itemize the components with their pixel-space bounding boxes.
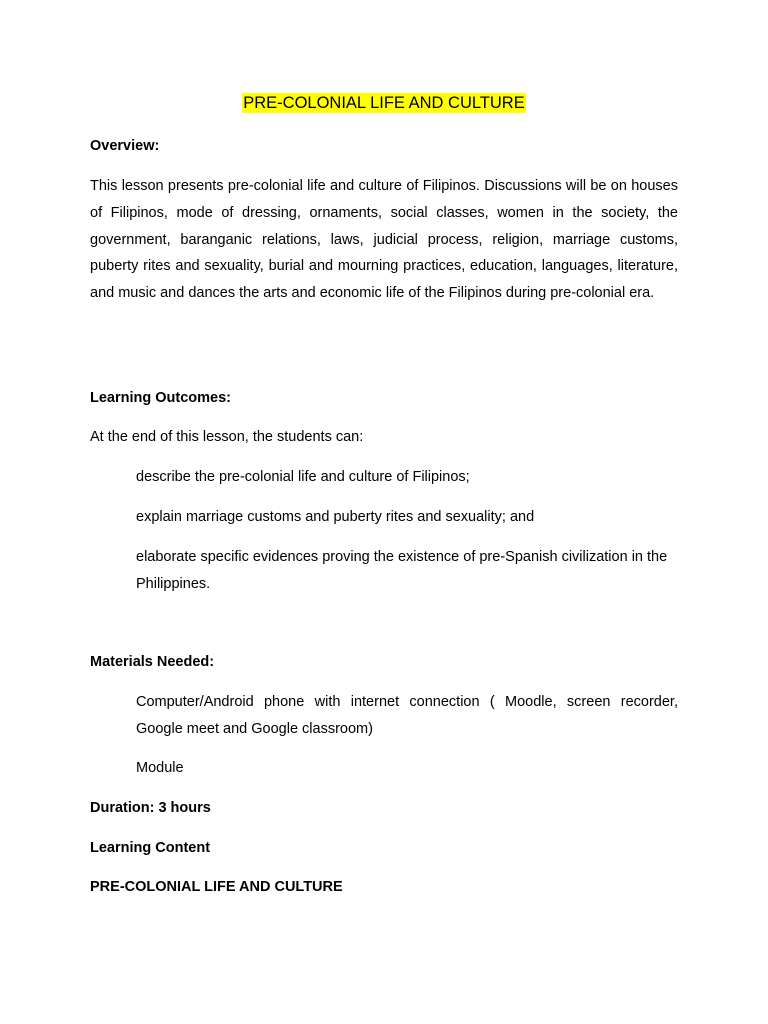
learning-outcome-item: elaborate specific evidences proving the existence of pre-Spanish civilization in the Philippines. — [136, 549, 668, 592]
overview-body: This lesson presents pre-colonial life and culture of Filipinos. Discussions will be on houses of Filipinos, mode of dressing, ornaments, social classes, women in the society, the government, baranganic relations, laws, judicial process, religion, marriage customs, puberty rites and sexuality, burial and mourning practices, education, languages, literature, and music and dances the arts and economic life of the Filipinos during pre-colonial era. — [90, 178, 678, 302]
section-title: PRE-COLONIAL LIFE AND CULTURE — [90, 879, 343, 895]
title-container — [0, 92, 768, 114]
learning-outcomes-heading: Learning Outcomes: — [90, 390, 231, 406]
learning-outcome-item: describe the pre-colonial life and culture of Filipinos; — [136, 469, 470, 485]
overview-heading: Overview: — [90, 138, 160, 154]
document-title: PRE-COLONIAL LIFE AND CULTURE — [243, 94, 525, 112]
learning-content-heading: Learning Content — [90, 840, 211, 856]
materials-heading: Materials Needed: — [90, 654, 215, 670]
learning-outcomes-intro: At the end of this lesson, the students can: — [90, 429, 364, 445]
materials-item: Computer/Android phone with internet connection ( Moodle, screen recorder, Google meet and Google classroom) — [136, 694, 678, 737]
materials-item: Module — [136, 760, 184, 776]
duration: Duration: 3 hours — [90, 800, 211, 816]
learning-outcome-item: explain marriage customs and puberty rites and sexuality; and — [136, 509, 535, 525]
